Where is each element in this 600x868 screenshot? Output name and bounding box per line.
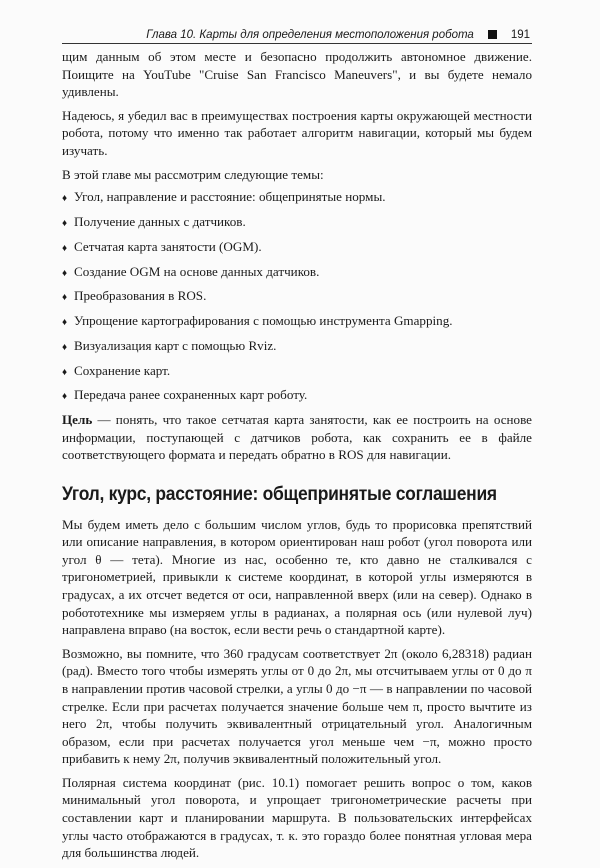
section-paragraph-3: Полярная система координат (рис. 10.1) помогает решить вопрос о том, каков минимальный угол поворота, и упрощает тригонометрические расчеты при составлении карт и планировании маршрута. В пользовательских интерфейсах углы часто отображаются в градусах, т. к. это гораздо более понятная угловая мера для большинства людей. xyxy=(62,774,532,861)
list-item xyxy=(62,362,532,382)
diamond-bullet-icon: ♦ xyxy=(62,217,68,229)
chapter-title: Глава 10. Карты для определения местоположения робота xyxy=(146,29,474,41)
list-item xyxy=(62,312,532,332)
section-paragraph-2: Возможно, вы помните, что 360 градусам соответствует 2π (около 6,28318) радиан (рад). Вместо того чтобы измерять углы от 0 до 2π, мы отсчитываем углы от 0 до π в направлении против часовой стрелки, а углы 0 до −π — в направлении по часовой стрелке. Если при расчетах получается значение больше чем π, просто вычтите из него 2π, чтобы получить эквивалентный отрицательный угол. Аналогичным образом, если при расчетах получается угол меньше чем −π, можно просто прибавить к нему 2π, получив эквивалентный положительный угол. xyxy=(62,645,532,767)
list-item xyxy=(62,213,532,233)
list-item xyxy=(62,238,532,258)
diamond-bullet-icon: ♦ xyxy=(62,341,68,353)
goal-label: Цель xyxy=(62,412,93,428)
list-item xyxy=(62,287,532,307)
diamond-bullet-icon: ♦ xyxy=(62,317,68,329)
list-item-text: Сетчатая карта занятости (OGM). xyxy=(74,238,262,254)
list-item xyxy=(62,337,532,357)
intro-paragraph-2: Надеюсь, я убедил вас в преимуществах построения карты окружающей местности робота, потому что именно так работает алгоритм навигации, который мы будем изучать. xyxy=(62,107,532,158)
diamond-bullet-icon: ♦ xyxy=(62,267,68,279)
list-item-text: Получение данных с датчиков. xyxy=(74,213,246,229)
topics-lead: В этой главе мы рассмотрим следующие темы: xyxy=(62,166,324,182)
intro-paragraph-1: щим данным об этом месте и безопасно продолжить автономное движение. Поищите на YouTube "Cruise San Francisco Maneuvers", и вы будете немало удивлены. xyxy=(62,49,532,100)
list-item-text: Создание OGM на основе данных датчиков. xyxy=(74,263,320,279)
list-item-text: Преобразования в ROS. xyxy=(74,288,207,304)
list-item xyxy=(62,386,532,406)
diamond-bullet-icon: ♦ xyxy=(62,391,68,403)
page-body xyxy=(62,48,532,868)
list-item-text: Сохранение карт. xyxy=(74,362,171,378)
section-heading: Угол, курс, расстояние: общепринятые соглашения xyxy=(62,483,497,505)
running-header xyxy=(62,24,532,44)
list-item-text: Угол, направление и расстояние: общепринятые нормы. xyxy=(74,189,386,205)
list-item-text: Передача ранее сохраненных карт роботу. xyxy=(74,387,308,403)
list-item-text: Визуализация карт с помощью Rviz. xyxy=(74,337,277,353)
diamond-bullet-icon: ♦ xyxy=(62,366,68,378)
goal-paragraph xyxy=(62,411,532,464)
list-item xyxy=(62,188,532,208)
black-square-icon xyxy=(488,30,497,39)
list-item-text: Упрощение картографирования с помощью инструмента Gmapping. xyxy=(74,313,453,329)
list-item xyxy=(62,263,532,283)
diamond-bullet-icon: ♦ xyxy=(62,242,68,254)
diamond-bullet-icon: ♦ xyxy=(62,292,68,304)
diamond-bullet-icon: ♦ xyxy=(62,193,68,205)
goal-text: — понять, что такое сетчатая карта занятости, как ее построить на основе информации, поступающей с датчиков робота, как сохранить ее в файле соответствующего формата и передать обратно в ROS для навигации. xyxy=(62,412,532,463)
page-number: 191 xyxy=(510,29,530,41)
topics-list xyxy=(62,188,532,406)
section-paragraph-1: Мы будем иметь дело с большим числом углов, будь то прорисовка препятствий или описание направления, в котором ориентирован наш робот (угол поворота или угол θ — тета). Многие из нас, особенно те, кто давно не сталкивался с тригонометрией, привыкли к системе координат, в которой углы измеряются в градусах, а их отсчет ведется от оси, направленной вверх (или на север). Однако в робототехнике мы измеряем углы в радианах, а полярная ось (или нулевой луч) направлена вправо (на восток, если вести речь о стандартной карте). xyxy=(62,516,532,638)
